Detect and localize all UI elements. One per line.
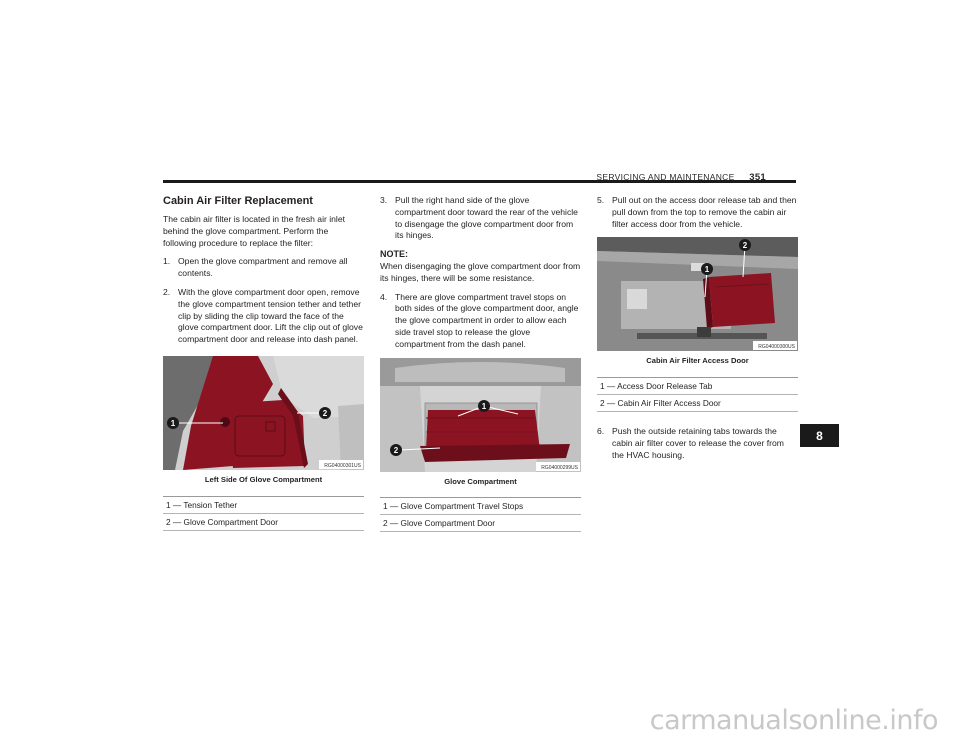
- step-text: Pull out on the access door release tab and then pull down from the top to remove the cabin air filter access door from the vehicle.: [612, 195, 797, 229]
- step-text: Pull the right hand side of the glove compartment door toward the rear of the vehicle to disengage the glove compartment door from its hinges.: [395, 195, 578, 241]
- note-label: NOTE:: [380, 249, 408, 260]
- photo-cabin-air-filter-access-door: [597, 237, 798, 351]
- legend-item: 2 — Cabin Air Filter Access Door: [597, 395, 798, 412]
- step-2: [163, 287, 364, 346]
- photo-glove-compartment: [380, 358, 581, 472]
- figure-legend: [597, 377, 798, 412]
- legend-item: 2 — Glove Compartment Door: [163, 514, 364, 531]
- image-code: RG04000299US: [541, 464, 578, 471]
- step-5: [597, 195, 798, 230]
- step-4: [380, 292, 581, 351]
- legend-item: 1 — Tension Tether: [163, 497, 364, 514]
- figure-caption: Left Side Of Glove Compartment: [204, 474, 323, 484]
- step-3: [380, 195, 581, 242]
- page-number: 351: [749, 172, 766, 183]
- step-text: There are glove compartment travel stops on both sides of the glove compartment door, angle the glove compartment in order to allow each side travel stop to release the glove compartment from the dash panel.: [395, 291, 579, 349]
- step-6: [597, 426, 798, 461]
- intro-paragraph: The cabin air filter is located in the fresh air inlet behind the glove compartment. Perform the following procedure to replace the filter:: [163, 214, 345, 248]
- step-number: 2.: [163, 286, 171, 297]
- note-text: When disengaging the glove compartment door from its hinges, there will be some resistance.: [380, 260, 581, 283]
- section-title: SERVICING AND MAINTENANCE: [596, 172, 735, 182]
- running-head: [596, 172, 766, 183]
- image-code: RG04000300US: [758, 344, 795, 351]
- step-number: 1.: [163, 256, 171, 267]
- step-number: 5.: [597, 195, 605, 205]
- figure-left-side-glove-compartment: [163, 356, 364, 531]
- step-text: Push the outside retaining tabs towards the cabin air filter cover to release the cover from the HVAC housing.: [612, 426, 784, 460]
- step-1: [163, 256, 364, 280]
- callout-1: 1: [170, 418, 176, 428]
- figure-cabin-air-filter-access-door: [597, 237, 798, 412]
- photo-left-side-glove-compartment: [163, 356, 364, 470]
- callout-2: 2: [742, 241, 748, 251]
- figure-glove-compartment: [380, 358, 581, 533]
- column-3: [597, 195, 798, 469]
- step-text: Open the glove compartment and remove all contents.: [178, 256, 348, 279]
- callout-1: 1: [704, 265, 710, 275]
- column-1: [163, 195, 364, 531]
- figure-legend: [380, 497, 581, 532]
- callout-1: 1: [481, 401, 487, 411]
- chapter-tab: 8: [800, 424, 839, 447]
- legend-item: 1 — Access Door Release Tab: [597, 378, 798, 395]
- step-text: With the glove compartment door open, remove the glove compartment tension tether and tether clip by sliding the clip toward the face of the glove compartment door. Lift the clip out of glove compartment door and release into dash panel.: [178, 286, 363, 345]
- callout-2: 2: [322, 408, 328, 418]
- step-number: 3.: [380, 195, 388, 205]
- figure-legend: [163, 496, 364, 531]
- image-code: RG04000301US: [324, 462, 361, 469]
- callout-2: 2: [393, 445, 399, 455]
- step-number: 4.: [380, 291, 388, 302]
- figure-caption: Cabin Air Filter Access Door: [646, 356, 749, 366]
- figure-caption: Glove Compartment: [444, 476, 517, 486]
- column-2: [380, 195, 581, 532]
- legend-item: 1 — Glove Compartment Travel Stops: [380, 498, 581, 515]
- legend-item: 2 — Glove Compartment Door: [380, 515, 581, 532]
- watermark: carmanualsonline.info: [649, 705, 938, 736]
- step-number: 6.: [597, 426, 605, 437]
- section-heading: Cabin Air Filter Replacement: [163, 195, 313, 207]
